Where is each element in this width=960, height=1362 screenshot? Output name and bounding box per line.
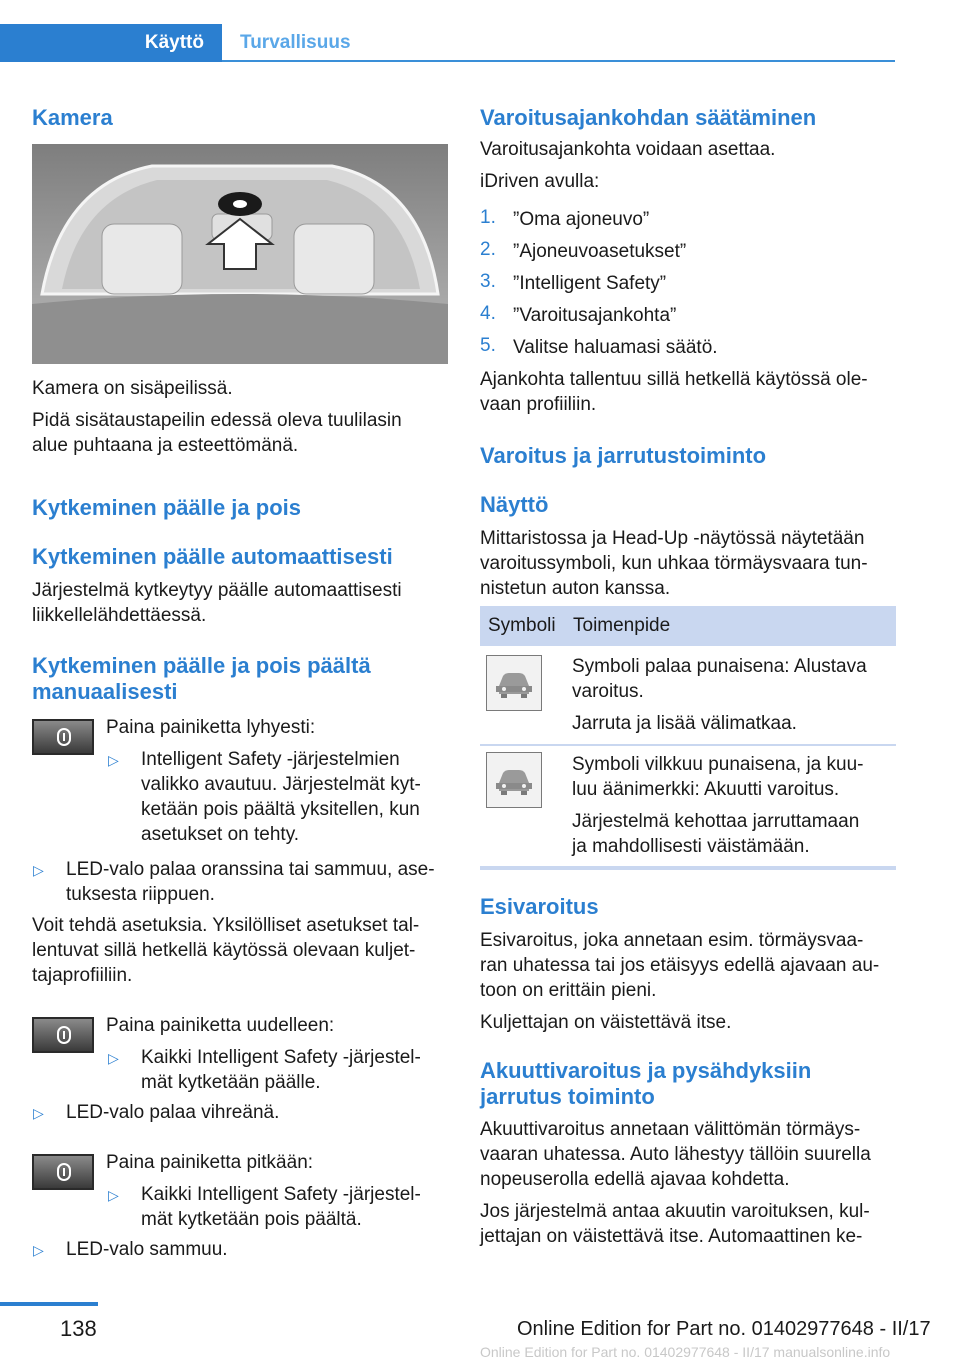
safety-button-icon xyxy=(32,719,94,755)
adjust-text-3a: Ajankohta tallentuu sillä hetkellä käytössä ole- xyxy=(480,369,868,390)
bullet-triangle-icon: ▷ xyxy=(108,752,119,768)
row1-text-3: Jarruta ja lisää välimatkaa. xyxy=(572,713,797,734)
page-number: 138 xyxy=(60,1316,97,1341)
acute-text-3: nopeuserolla edellä ajavaa kohdetta. xyxy=(480,1169,790,1190)
bullet-triangle-icon: ▷ xyxy=(33,1105,44,1121)
manual-heading-2: manuaalisesti xyxy=(32,679,178,704)
display-text-3: nistetun auton kanssa. xyxy=(480,578,671,599)
table-row-divider xyxy=(480,744,896,746)
table-col-action: Toimenpide xyxy=(573,615,671,636)
long-b2: LED-valo sammuu. xyxy=(66,1239,228,1260)
row2-text-1: Symboli vilkkuu punaisena, ja kuu- xyxy=(572,754,864,775)
step-text: ”Oma ajoneuvo” xyxy=(513,209,650,230)
footer-accent-line xyxy=(0,1302,98,1306)
step-text: Valitse haluamasi säätö. xyxy=(513,337,718,358)
pre-text-2: ran uhatessa tai jos etäisyys edellä ajavaan au- xyxy=(480,955,880,976)
manual-heading-1: Kytkeminen päälle ja pois päältä xyxy=(32,653,371,678)
auto-text-2: liikkellelähdettäessä. xyxy=(32,605,207,626)
pre-text-3: toon on erittäin pieni. xyxy=(480,980,657,1001)
bullet-triangle-icon: ▷ xyxy=(108,1050,119,1066)
warning-heading: Varoitus ja jarrutustoiminto xyxy=(480,443,767,468)
bullet-triangle-icon: ▷ xyxy=(33,1242,44,1258)
step-number: 5. xyxy=(480,335,496,356)
step-number: 4. xyxy=(480,303,496,324)
pre-text-1: Esivaroitus, joka annetaan esim. törmäysvaa- xyxy=(480,930,864,951)
edition-text: Online Edition for Part no. 01402977648 - II/17 xyxy=(517,1318,931,1340)
car-warning-icon xyxy=(486,752,542,808)
short-b1-3: ketään pois päältä yksitellen, kun xyxy=(141,799,420,820)
again-b1-2: mät kytketään päälle. xyxy=(141,1072,321,1093)
acute-heading-1: Akuuttivaroitus ja pysähdyksiin xyxy=(480,1058,812,1083)
tab-turvallisuus[interactable]: Turvallisuus xyxy=(240,32,351,53)
display-text-2: varoitussymboli, kun uhkaa törmäysvaara tun- xyxy=(480,553,868,574)
watermark-text: Online Edition for Part no. 01402977648 - II/17 manualsonline.info xyxy=(480,1344,891,1360)
safety-button-icon xyxy=(32,1154,94,1190)
row2-text-4: ja mahdollisesti väistämään. xyxy=(572,836,810,857)
auto-text-1: Järjestelmä kytkeytyy päälle automaattisesti xyxy=(32,580,402,601)
settings-text-3: tajaprofiiliin. xyxy=(32,965,133,986)
again-b1-1: Kaikki Intelligent Safety -järjestel- xyxy=(141,1047,421,1068)
bullet-triangle-icon: ▷ xyxy=(108,1187,119,1203)
row1-text-1: Symboli palaa punaisena: Alustava xyxy=(572,656,867,677)
display-heading: Näyttö xyxy=(480,492,549,517)
kamera-text-2a: Pidä sisätaustapeilin edessä oleva tuulilasin xyxy=(32,410,402,431)
kamera-text-1: Kamera on sisäpeilissä. xyxy=(32,378,233,399)
short-b2-1: LED-valo palaa oranssina tai sammuu, ase- xyxy=(66,859,435,880)
row2-text-3: Järjestelmä kehottaa jarruttamaan xyxy=(572,811,860,832)
table-col-symbol: Symboli xyxy=(488,615,556,636)
press-short-text: Paina painiketta lyhyesti: xyxy=(106,717,316,738)
camera-photo xyxy=(32,144,448,364)
kamera-heading: Kamera xyxy=(32,105,113,130)
car-warning-icon xyxy=(486,655,542,711)
short-b2-2: tuksesta riippuen. xyxy=(66,884,215,905)
short-b1-2: valikko avautuu. Järjestelmät kyt- xyxy=(141,774,421,795)
acute-text-5: jettajan on väistettävä itse. Automaattinen ke- xyxy=(480,1226,863,1247)
acute-heading-2: jarrutus toiminto xyxy=(480,1084,655,1109)
prewarning-heading: Esivaroitus xyxy=(480,894,599,919)
tab-kaytto[interactable]: Käyttö xyxy=(0,24,222,62)
press-again-text: Paina painiketta uudelleen: xyxy=(106,1015,335,1036)
safety-button-icon xyxy=(32,1017,94,1053)
kytkeminen-heading: Kytkeminen päälle ja pois xyxy=(32,495,301,520)
header-tabbar xyxy=(0,24,895,62)
adjust-text-1: Varoitusajankohta voidaan asettaa. xyxy=(480,139,776,160)
settings-text-2: lentuvat sillä hetkellä käytössä olevaan kuljet- xyxy=(32,940,416,961)
adjust-text-3b: vaan profiiliin. xyxy=(480,394,597,415)
short-b1-4: asetukset on tehty. xyxy=(141,824,300,845)
bullet-triangle-icon: ▷ xyxy=(33,862,44,878)
acute-text-2: vaaran uhatessa. Auto lähestyy tällöin suurella xyxy=(480,1144,871,1165)
table-header xyxy=(480,606,896,646)
press-long-text: Paina painiketta pitkään: xyxy=(106,1152,314,1173)
table-bottom-rule xyxy=(480,866,896,870)
long-b1-1: Kaikki Intelligent Safety -järjestel- xyxy=(141,1184,421,1205)
step-text: ”Ajoneuvoasetukset” xyxy=(513,241,687,262)
step-number: 2. xyxy=(480,239,496,260)
kamera-text-2b: alue puhtaana ja esteettömänä. xyxy=(32,435,299,456)
again-b2: LED-valo palaa vihreänä. xyxy=(66,1102,280,1123)
auto-heading: Kytkeminen päälle automaattisesti xyxy=(32,544,393,569)
step-number: 1. xyxy=(480,207,496,228)
display-text-1: Mittaristossa ja Head-Up -näytössä näytetään xyxy=(480,528,865,549)
pre-text-4: Kuljettajan on väistettävä itse. xyxy=(480,1012,732,1033)
adjust-text-2: iDriven avulla: xyxy=(480,171,600,192)
step-text: ”Intelligent Safety” xyxy=(513,273,667,294)
step-number: 3. xyxy=(480,271,496,292)
settings-text-1: Voit tehdä asetuksia. Yksilölliset asetukset tal- xyxy=(32,915,420,936)
short-b1-1: Intelligent Safety -järjestelmien xyxy=(141,749,400,770)
acute-text-4: Jos järjestelmä antaa akuutin varoituksen, kul- xyxy=(480,1201,870,1222)
adjust-heading: Varoitusajankohdan säätäminen xyxy=(480,105,817,130)
row1-text-2: varoitus. xyxy=(572,681,644,702)
row2-text-2: luu äänimerkki: Akuutti varoitus. xyxy=(572,779,840,800)
acute-text-1: Akuuttivaroitus annetaan välittömän törmäys- xyxy=(480,1119,861,1140)
long-b1-2: mät kytketään pois päältä. xyxy=(141,1209,362,1230)
rear-window-camera-illustration xyxy=(32,144,448,364)
step-text: ”Varoitusajankohta” xyxy=(513,305,677,326)
